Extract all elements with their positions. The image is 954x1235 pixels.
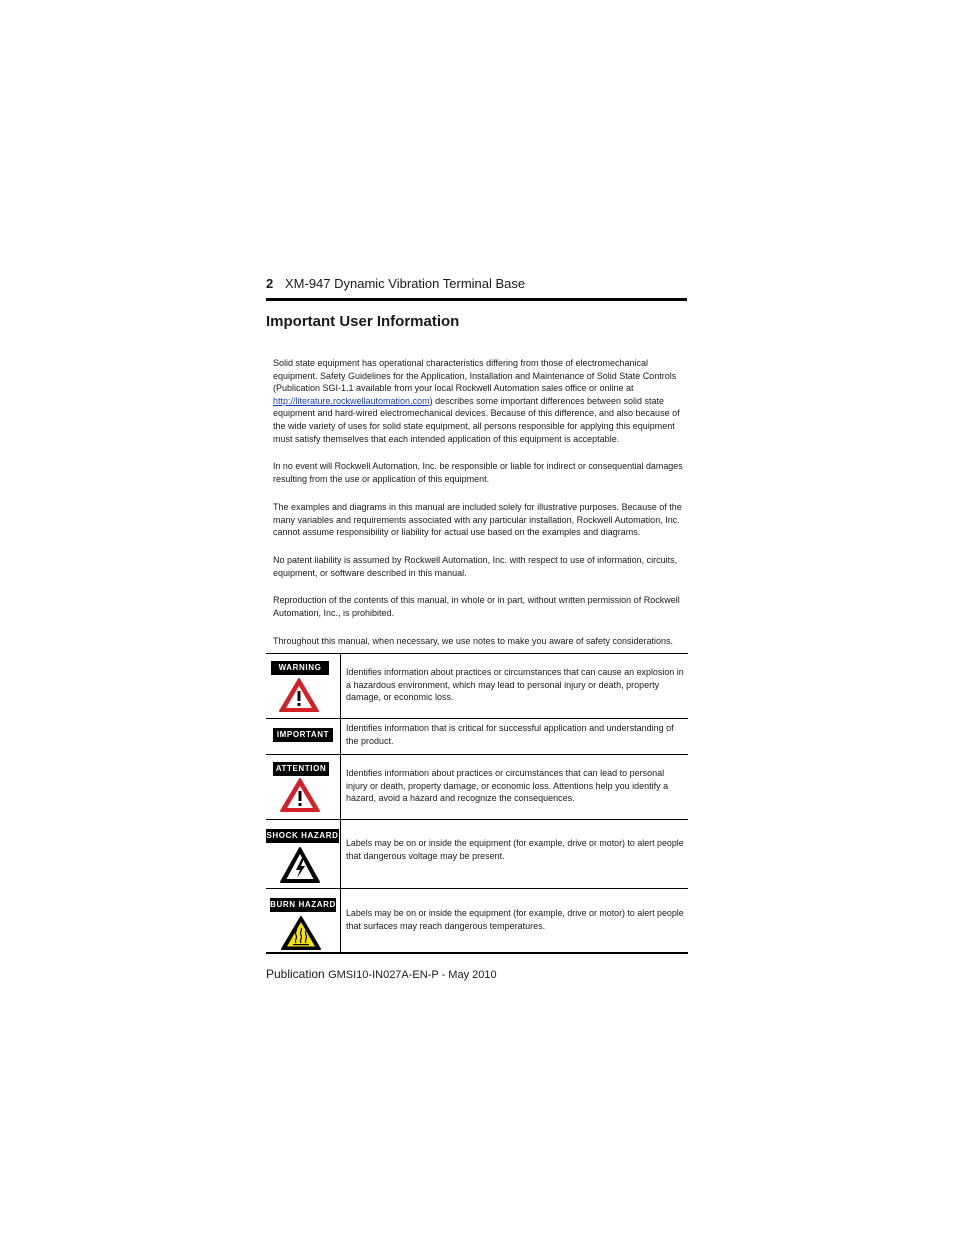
burn-hazard-icon [280,915,322,951]
section-title: Important User Information [266,313,460,330]
text-line: the wide variety of uses for solid state equipment, all persons responsible for applying this equipment [273,420,675,431]
text-line: Identifies information about practices or circumstances that can cause an explosion in [346,667,684,677]
note-description [346,907,684,932]
text-line: must satisfy themselves that each intended application of this equipment is acceptable. [273,433,620,444]
paragraph-solid-state [273,357,683,445]
note-row-warning [266,654,688,719]
note-row-attention [266,755,688,820]
document-title: XM-947 Dynamic Vibration Terminal Base [285,276,526,291]
text-line: that surfaces may reach dangerous temperatures. [346,920,546,931]
note-row-burn-hazard [266,889,688,954]
page-footer [266,967,497,981]
text-line: Labels may be on or inside the equipment (for example, drive or motor) to alert people [346,908,684,918]
note-symbol-cell [266,889,341,952]
paragraph-liability [273,460,683,485]
text-line: damage, or economic loss. [346,692,454,703]
page-header [266,276,687,300]
text-line: Identifies information that is critical for successful application and understanding of [346,723,674,733]
text-line: hazard, avoid a hazard and recognize the consequences. [346,793,575,804]
note-description [346,767,684,805]
note-description [346,722,684,747]
text-line: (Publication SGI-1.1 available from your local Rockwell Automation sales office or online at [273,383,634,394]
publication-id: GMSI10-IN027A-EN-P - May 2010 [328,969,497,981]
text-line: Throughout this manual, when necessary, we use notes to make you aware of safety considerations. [273,636,674,646]
text-line: No patent liability is assumed by Rockwell Automation, Inc. with respect to use of information, circuits, [273,555,678,565]
header-rule [266,298,687,301]
literature-link[interactable]: http://literature.rockwellautomation.com [273,395,430,406]
note-symbol-cell [266,654,341,718]
attention-triangle-icon [279,777,321,813]
attention-label: ATTENTION [273,762,329,776]
text-line: many variables and requirements associated with any particular installation, Rockwell Automation, Inc. [273,514,680,525]
paragraph-examples [273,501,683,539]
text-line: resulting from the use or application of this equipment. [273,473,490,484]
text-line: equipment. Safety Guidelines for the Application, Installation and Maintenance of Solid State Controls [273,370,677,381]
text-line: Labels may be on or inside the equipment (for example, drive or motor) to alert people [346,838,684,848]
paragraph-reproduction [273,594,683,619]
text-line: the product. [346,735,394,746]
note-description [346,837,684,862]
safety-notes-table [266,653,688,954]
warning-triangle-icon [278,677,320,713]
text-line: Identifies information about practices or circumstances that can lead to personal [346,768,665,778]
note-symbol-cell [266,719,341,754]
text-line: equipment, or software described in this manual. [273,567,467,578]
text-line: Solid state equipment has operational characteristics differing from those of electromechanical [273,358,649,368]
text-line: Reproduction of the contents of this manual, in whole or in part, without written permission of Rockwell [273,595,680,605]
text-line: a hazardous environment, which may lead to personal injury or death, property [346,679,660,690]
burn-hazard-label: BURN HAZARD [270,898,336,912]
shock-hazard-icon [279,846,321,884]
text-line [273,395,683,408]
text-line: Automation, Inc., is prohibited. [273,607,395,618]
paragraph-patent [273,554,683,579]
paragraph-notes-intro [273,635,683,648]
publication-label: Publication [266,967,325,981]
text-line: equipment and hard-wired electromechanical devices. Because of this difference, and also because of [273,408,680,419]
text-line: cannot assume responsibility or liability for actual use based on the examples and diagrams. [273,527,641,538]
important-label: IMPORTANT [273,728,333,742]
shock-hazard-label: SHOCK HAZARD [266,829,339,843]
note-symbol-cell [266,820,341,888]
text-line: that dangerous voltage may be present. [346,850,505,861]
note-symbol-cell [266,755,341,819]
text-line: In no event will Rockwell Automation, Inc. be responsible or liable for indirect or consequential damages [273,461,683,471]
text-line: injury or death, property damage, or economic loss. Attentions help you identify a [346,780,669,791]
text-fragment: ) describes some important differences between solid state [429,395,665,406]
note-row-important [266,719,688,755]
note-description [346,666,684,704]
warning-label: WARNING [271,661,329,675]
note-row-shock-hazard [266,820,688,889]
text-line: The examples and diagrams in this manual are included solely for illustrative purposes. Because of the [273,502,682,512]
page-number: 2 [266,276,274,291]
